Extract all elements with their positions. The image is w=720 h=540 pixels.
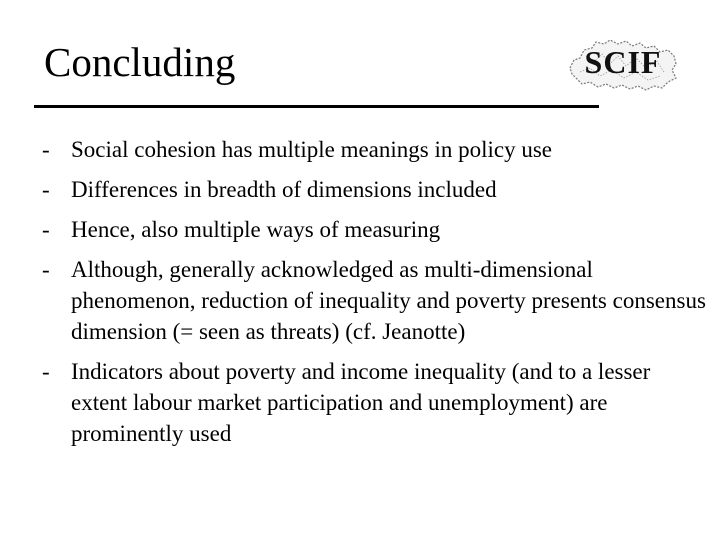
bullet-list bbox=[42, 134, 712, 458]
bullet-text: Social cohesion has multiple meanings in policy use bbox=[71, 137, 553, 162]
bullet-marker: - bbox=[42, 257, 50, 282]
bullet-marker: - bbox=[42, 359, 50, 384]
bullet-item bbox=[42, 174, 712, 205]
slide-title: Concluding bbox=[44, 39, 236, 85]
bullet-marker: - bbox=[42, 137, 50, 162]
bullet-marker: - bbox=[42, 177, 50, 202]
scif-logo bbox=[566, 38, 680, 92]
logo-text: SCIF bbox=[584, 44, 662, 80]
bullet-text: Differences in breadth of dimensions included bbox=[71, 177, 497, 202]
bullet-item bbox=[42, 356, 712, 449]
bullet-marker: - bbox=[42, 217, 50, 242]
bullet-item bbox=[42, 134, 712, 165]
title-underline bbox=[34, 105, 599, 108]
bullet-text: Indicators about poverty and income inequality (and to a lesser extent labour market participation and unemployment) are prominently used bbox=[71, 359, 651, 446]
bullet-item bbox=[42, 254, 712, 347]
bullet-text: Although, generally acknowledged as multi-dimensional phenomenon, reduction of inequality and poverty presents consensus dimension (= seen as threats) (cf. Jeanotte) bbox=[71, 257, 706, 344]
bullet-text: Hence, also multiple ways of measuring bbox=[71, 217, 441, 242]
bullet-item bbox=[42, 214, 712, 245]
